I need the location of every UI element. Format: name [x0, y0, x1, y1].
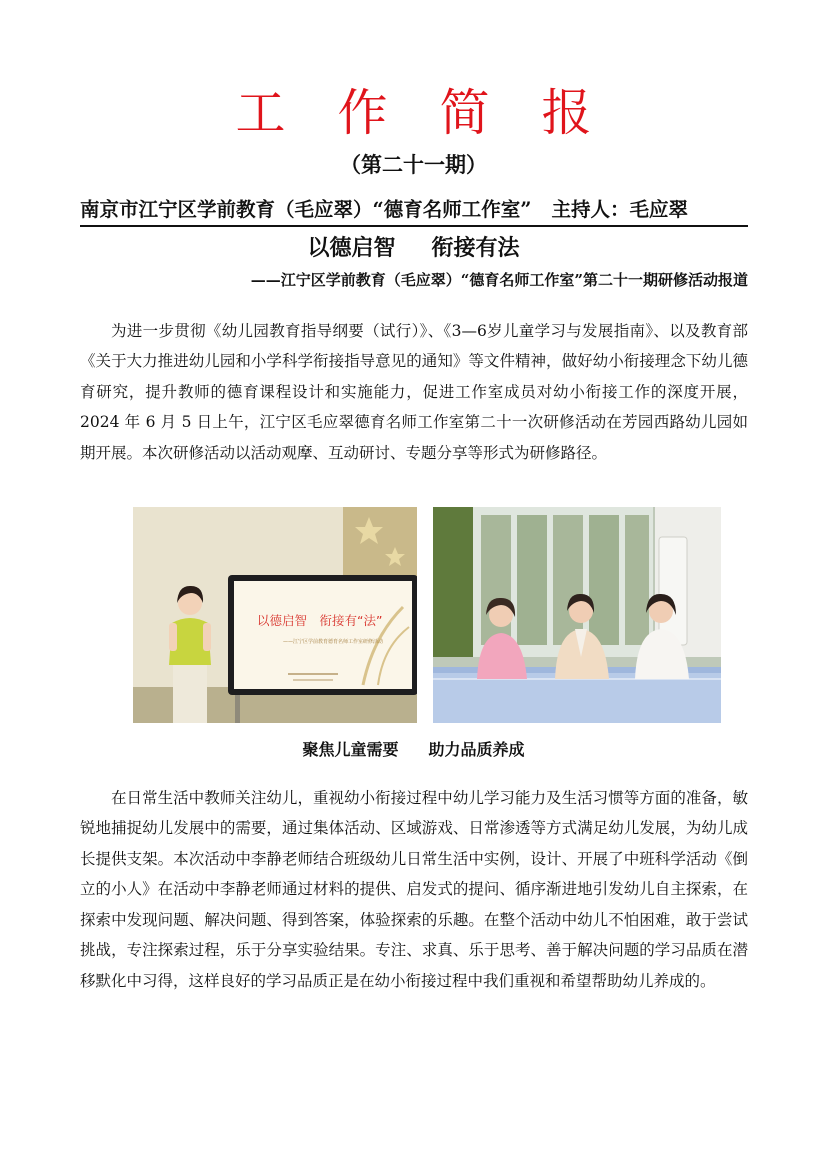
intro-paragraph: 为进一步贯彻《幼儿园教育指导纲要（试行）》、《3—6岁儿童学习与发展指南》、以及教育部《关于大力推进幼儿园和小学科学衔接指导意见的通知》等文件精神，做好幼小衔接理念下幼儿德育研究，提升教师的德育课程设计和实施能力，促进工作室成员对幼小衔接工作的深度开展，2024 年 6 月 5 日上午，江宁区毛应翠德育名师工作室第二十一次研修活动在芳园西路幼儿园如期开展。本次研修活动以活动观摩、互动研讨、专题分享等形式为研修路径。: [80, 321, 748, 462]
slide-subtitle: ——江宁区学前教育德育名师工作室研修活动: [283, 639, 384, 645]
activity-paragraph: 在日常生活中教师关注幼儿，重视幼小衔接过程中幼儿学习能力及生活习惯等方面的准备，敏锐地捕捉幼儿发展中的需要，通过集体活动、区域游戏、日常渗透等方式满足幼儿发展，为幼儿成长提供支架。本次活动中李静老师结合班级幼儿日常生活中实例，设计、开展了中班科学活动《倒立的小人》在活动中李静老师通过材料的提供、启发式的提问、循序渐进地引发幼儿自主探索，在探索中发现问题、解决问题、得到答案，体验探索的乐趣。在整个活动中幼儿不怕困难，敢于尝试挑战，专注探索过程，乐于分享实验结果。专注、求真、乐于思考、善于解决问题的学习品质在潜移默化中习得，这样良好的学习品质正是在幼小衔接过程中我们重视和希望帮助幼儿养成的。: [80, 788, 748, 990]
article-headline: [0, 232, 827, 264]
issue-number: （第二十一期）: [340, 152, 487, 177]
headline-part-1: 以德启智: [307, 235, 396, 261]
bulletin-title: 工作简报: [235, 84, 644, 142]
photo-judges-panel: [433, 507, 721, 723]
article-subheadline: ——江宁区学前教育（毛应翠）“德育名师工作室”第二十一期研修活动报道: [250, 271, 748, 289]
slide-title: 以德启智 衔接有“法”: [257, 613, 383, 628]
photo-teacher-presentation: [133, 507, 417, 723]
headline-part-2: 衔接有法: [431, 235, 520, 261]
host-name: 主持人：毛应翠: [551, 198, 688, 221]
studio-name: 南京市江宁区学前教育（毛应翠）“德育名师工作室”: [80, 198, 532, 221]
section-title-part-2: 助力品质养成: [428, 740, 525, 759]
section-title: [0, 737, 827, 763]
section-title-part-1: 聚焦儿童需要: [302, 740, 399, 759]
studio-host-line: [80, 195, 748, 227]
